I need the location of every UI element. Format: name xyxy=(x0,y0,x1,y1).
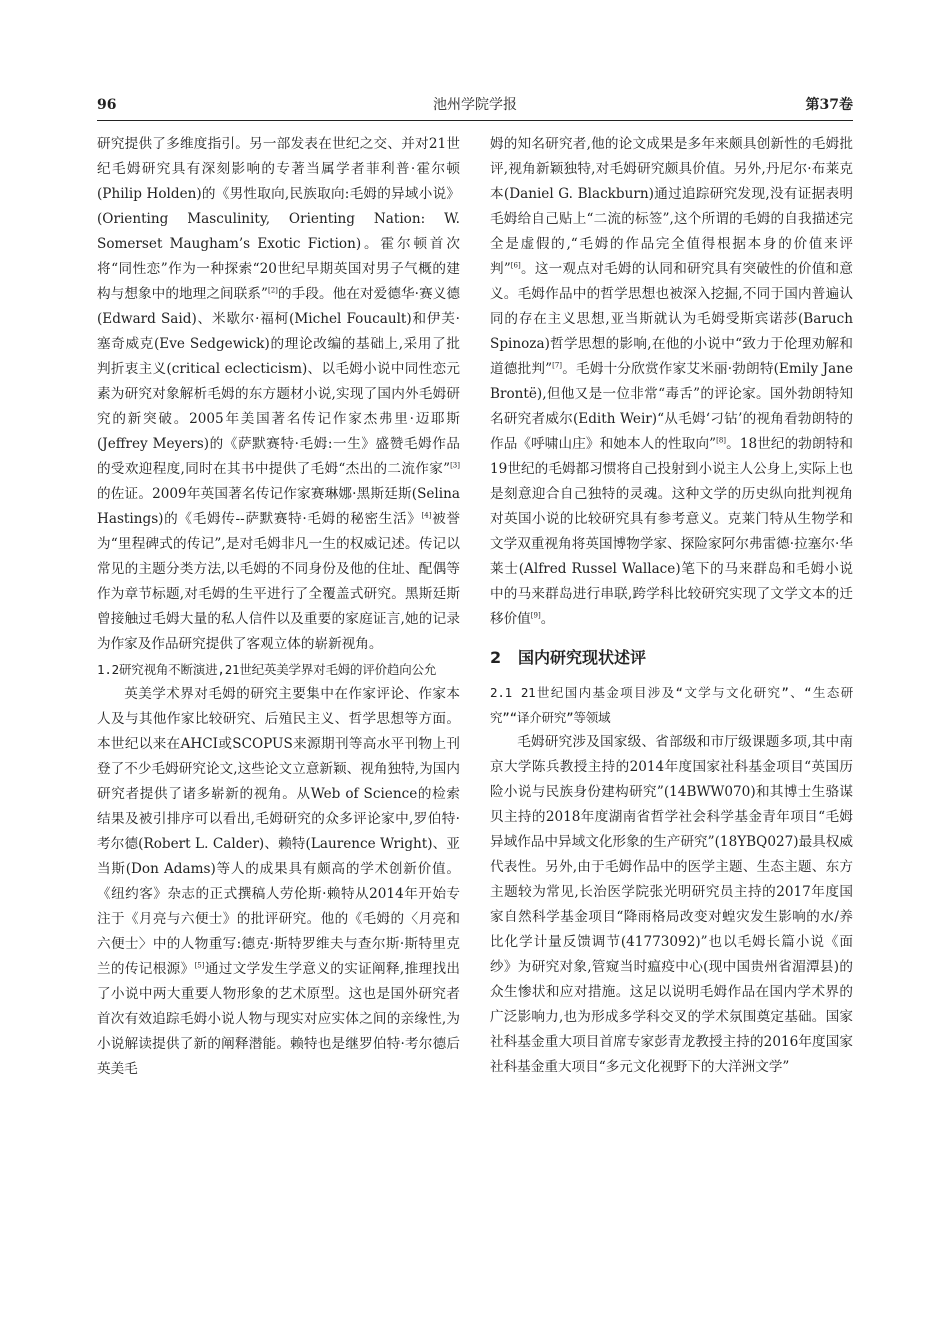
paragraph xyxy=(97,132,460,657)
paragraph xyxy=(97,682,460,1082)
subsection-heading: 1.2研究视角不断演进,21世纪英美学界对毛姆的评价趋向公允 xyxy=(97,662,437,677)
running-header xyxy=(97,96,853,122)
volume-label: 第37卷 xyxy=(805,97,853,113)
text-run: 被誉为“里程碑式的传记”,是对毛姆非凡一生的权威记述。传记以常见的主题分类方法,以毛姆的不同身份及他的住址、配偶等作为章节标题,对毛姆的生平进行了全覆盖式研究。黑斯廷斯曾接触过毛姆大量的私人信件以及重要的家庭证言,她的记录为作家及作品研究提供了客观立体的崭新视角。 xyxy=(97,511,461,652)
section-number: 2 xyxy=(490,648,502,667)
text-run: 的手段。他在对爱德华·赛义德(Edward Said)、米歇尔·福柯(Michel Foucault)和伊芙·塞奇威克(Eve Sedgewick)的理论改编的基础上,采用了批判折衷主义(critical eclecticism)、以毛姆小说中同性恋元素为研究对象解析毛姆的东方题材小说,实现了国内外毛姆研究的新突破。2005年美国著名传记作家杰弗里·迈耶斯(Jeffrey Meyers)的《萨默赛特·毛姆:一生》盛赞毛姆作品的受欢迎程度,同时在其书中提供了毛姆“杰出的二流作家” xyxy=(97,286,460,477)
citation: [9] xyxy=(530,611,541,620)
text-run: 姆的知名研究者,他的论文成果是多年来颇具创新性的毛姆批评,视角新颖独特,对毛姆研究颇具价值。另外,丹尼尔·布莱克本(Daniel G. Blackburn)通过追踪研究发现,没有证据表明毛姆给自己贴上“二流的标签”,这个所谓的毛姆的自我描述完全是虚假的,“毛姆的作品完全值得根据本身的价值来评判” xyxy=(490,136,853,277)
paragraph xyxy=(490,132,853,632)
paragraph: 毛姆研究涉及国家级、省部级和市厅级课题多项,其中南京大学陈兵教授主持的2014年度国家社科基金项目“英国历险小说与民族身份建构研究”(14BWW070)和其博士生骆谋贝主持的2018年度湖南省哲学社会科学基金青年项目“毛姆异域作品中异域文化形象的生产研究”(18YBQ027)最具权威代表性。另外,由于毛姆作品中的医学主题、生态主题、东方主题较为常见,长治医学院张光明研究员主持的2017年度国家自然科学基金项目“降雨格局改变对蝗灾发生影响的水/养比化学计量反馈调节(41773092)”也以毛姆长篇小说《面纱》为研究对象,管窥当时瘟疫中心(现中国贵州省湄潭县)的众生惨状和应对措施。这足以说明毛姆作品在国内学术界的广泛影响力,也为形成多学科交叉的学术氛围奠定基础。国家社科基金重大项目首席专家彭青龙教授主持的2016年度国家社科基金重大项目“多元文化视野下的大洋洲文学” xyxy=(490,734,853,1075)
text-run: 。18世纪的勃朗特和19世纪的毛姆都习惯将自己投射到小说主人公身上,实际上也是刻意迎合自己独特的灵魂。这种文学的历史纵向批判视角对英国小说的比较研究具有参考意义。克莱门特从生物学和文学双重视角将英国博物学家、探险家阿尔弗雷德·拉塞尔·华莱士(Alfred Russel Wallace)笔下的马来群岛和毛姆小说中的马来群岛进行串联,跨学科比较研究实现了文学文本的迁移价值 xyxy=(490,436,853,627)
text-run: 。毛姆十分欣赏作家艾米丽·勃朗特(Emily Jane Brontë),但他又是一位非常“毒舌”的评论家。国外勃朗特知名研究者威尔(Edith Weir)“从毛姆‘刁钻’的视角看勃朗特的作品《呼啸山庄》和她本人的性取向” xyxy=(490,361,853,452)
header-rule xyxy=(97,120,853,121)
subsection-heading: 2.1 21世纪国内基金项目涉及“文学与文化研究”、“生态研究”“译介研究”等领域 xyxy=(490,685,853,725)
text-run: 的佐证。2009年英国著名传记作家赛琳娜·黑斯廷斯(Selina Hastings)的《毛姆传--萨默赛特·毛姆的秘密生活》 xyxy=(97,486,460,527)
text-run: 。 xyxy=(540,611,555,627)
citation: [7] xyxy=(552,361,563,370)
citation: [3] xyxy=(450,461,460,470)
right-column xyxy=(490,132,853,1080)
section-heading xyxy=(490,646,853,670)
text-run: 通过文学发生学意义的实证阐释,推理找出了小说中两大重要人物形象的艺术原型。这也是国外研究者首次有效追踪毛姆小说人物与现实对应实体之间的亲缘性,为小说解读提供了新的阐释潜能。赖特也是继罗伯特·考尔德后英美毛 xyxy=(97,961,460,1077)
text-run: 英美学术界对毛姆的研究主要集中在作家评论、作家本人及与其他作家比较研究、后殖民主义、哲学思想等方面。本世纪以来在AHCI或SCOPUS来源期刊等高水平刊物上刊登了不少毛姆研究论文,这些论文立意新颖、视角独特,为国内研究者提供了诸多崭新的视角。从Web of Science的检索结果及被引排序可以看出,毛姆研究的众多评论家中,罗伯特·考尔德(Robert L. Calder)、赖特(Laurence Wright)、亚当斯(Don Adams)等人的成果具有颇高的学术创新价值。《纽约客》杂志的正式撰稿人劳伦斯·赖特从2014年开始专注于《月亮与六便士》的批评研究。他的《毛姆的〈月亮和六便士〉中的人物重写:德克·斯特罗维夫与查尔斯·斯特里克兰的传记根源》 xyxy=(97,686,460,977)
left-column xyxy=(97,132,460,1082)
text-run: 。这一观点对毛姆的认同和研究具有突破性的价值和意义。毛姆作品中的哲学思想也被深入挖掘,不同于国内普遍认同的存在主义思想,亚当斯就认为毛姆受斯宾诺莎(Baruch Spinoza)哲学思想的影响,在他的小说中“致力于伦理劝解和道德批判” xyxy=(490,261,853,377)
section-title: 国内研究现状述评 xyxy=(518,648,647,667)
journal-title: 池州学院学报 xyxy=(433,97,517,113)
citation: [4] xyxy=(421,511,432,520)
citation: [5] xyxy=(194,961,205,970)
citation: [2] xyxy=(267,286,278,295)
page-number: 96 xyxy=(97,97,117,113)
citation: [8] xyxy=(716,436,727,445)
citation: [6] xyxy=(510,261,521,270)
text-run: 研究提供了多维度指引。另一部发表在世纪之交、并对21世纪毛姆研究具有深刻影响的专著当属学者菲利普·霍尔顿(Philip Holden)的《男性取向,民族取向:毛姆的异域小说》(Orienting Masculinity, Orienting Nation: W. Somerset Maugham’s Exotic Fiction)。霍尔顿首次将“同性恋”作为一种探索“20世纪早期英国对男子气概的建构与想象中的地理之间联系” xyxy=(97,136,460,302)
